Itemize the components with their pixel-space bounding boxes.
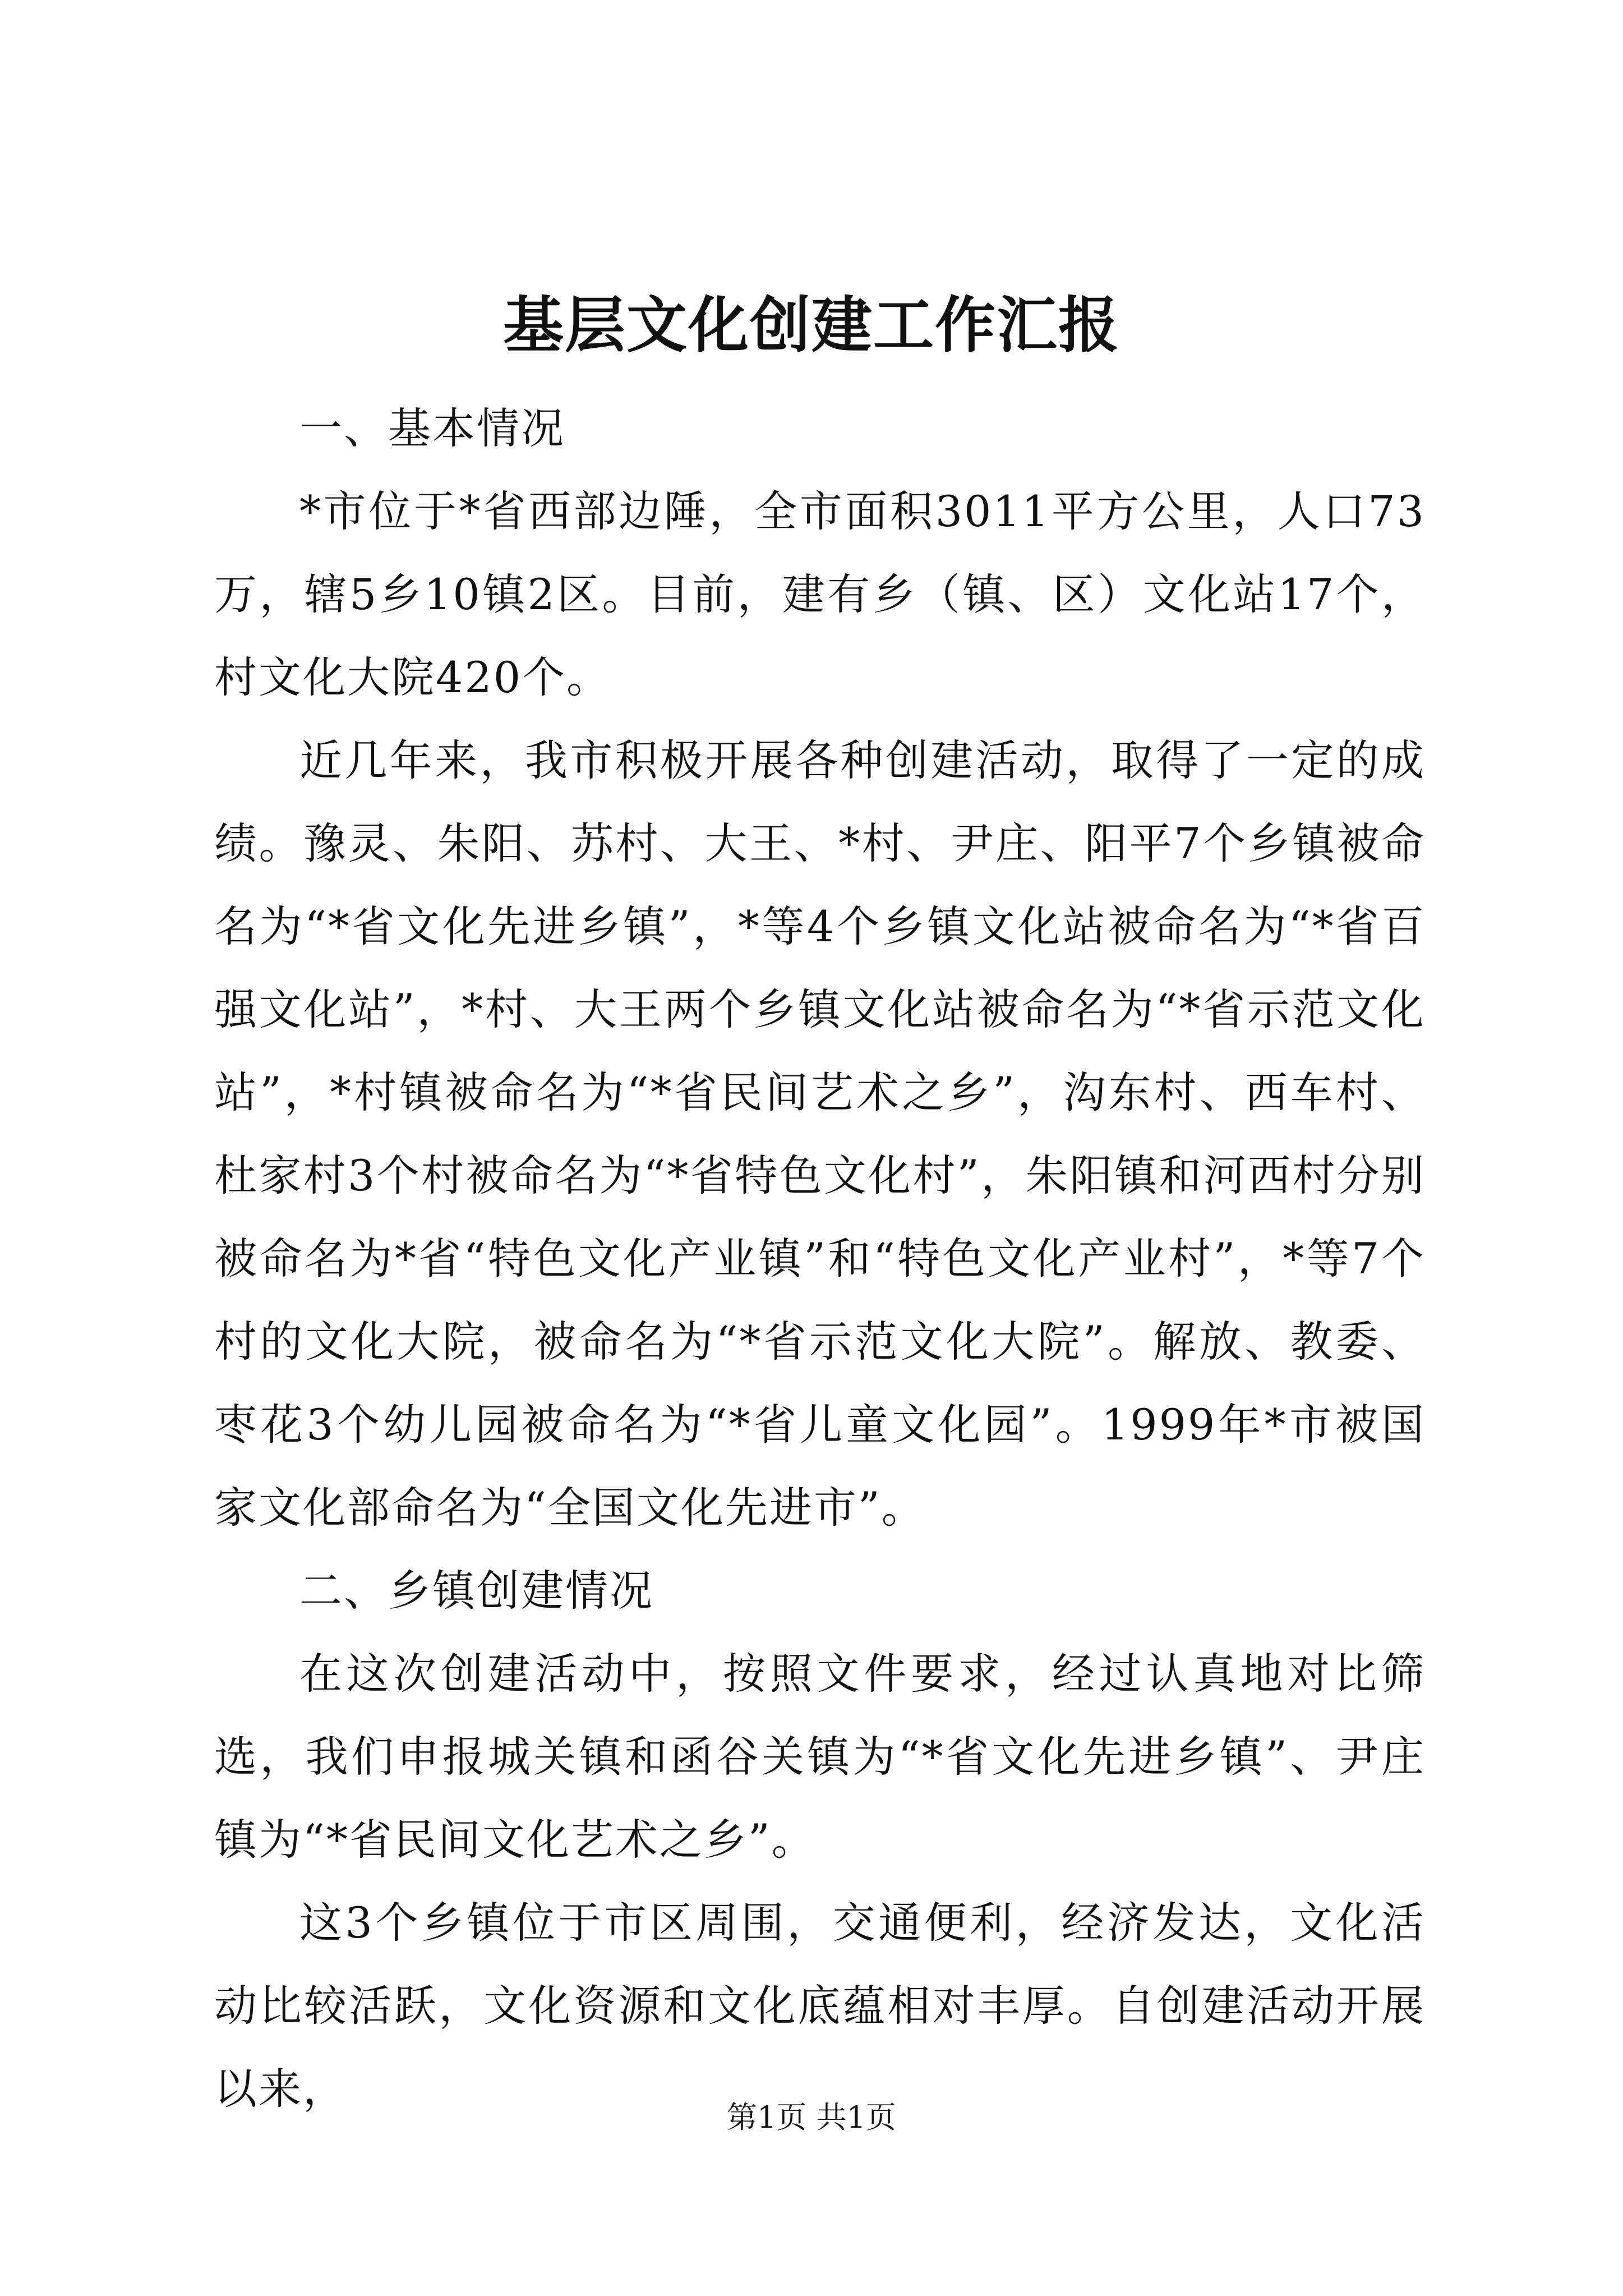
document-body <box>214 387 1426 2131</box>
page-footer: 第1页 共1页 <box>727 2100 896 2135</box>
section-heading: 一、基本情况 <box>299 403 565 453</box>
body-paragraph: 在这次创建活动中，按照文件要求，经过认真地对比筛选，我们申报城关镇和函谷关镇为“*省文化先进乡镇”、尹庄镇为“*省民间文化艺术之乡”。 <box>214 1649 1426 1865</box>
section-heading: 二、乡镇创建情况 <box>299 1566 654 1616</box>
body-paragraph: 近几年来，我市积极开展各种创建活动，取得了一定的成绩。豫灵、朱阳、苏村、大王、*村、尹庄、阳平7个乡镇被命名为“*省文化先进乡镇”，*等4个乡镇文化站被命名为“*省百强文化站”，*村、大王两个乡镇文化站被命名为“*省示范文化站”，*村镇被命名为“*省民间艺术之乡”，沟东村、西车村、杜家村3个村被命名为“*省特色文化村”，朱阳镇和河西村分别被命名为*省“特色文化产业镇”和“特色文化产业村”，*等7个村的文化大院，被命名为“*省示范文化大院”。解放、教委、枣花3个幼儿园被命名为“*省儿童文化园”。1999年*市被国家文化部命名为“全国文化先进市”。 <box>214 735 1426 1533</box>
body-paragraph: *市位于*省西部边陲，全市面积3011平方公里，人口73万，辖5乡10镇2区。目前，建有乡（镇、区）文化站17个，村文化大院420个。 <box>214 486 1426 702</box>
body-paragraph: 这3个乡镇位于市区周围，交通便利，经济发达，文化活动比较活跃，文化资源和文化底蕴相对丰厚。自创建活动开展以来， <box>214 1898 1426 2114</box>
document-title: 基层文化创建工作汇报 <box>502 290 1120 361</box>
